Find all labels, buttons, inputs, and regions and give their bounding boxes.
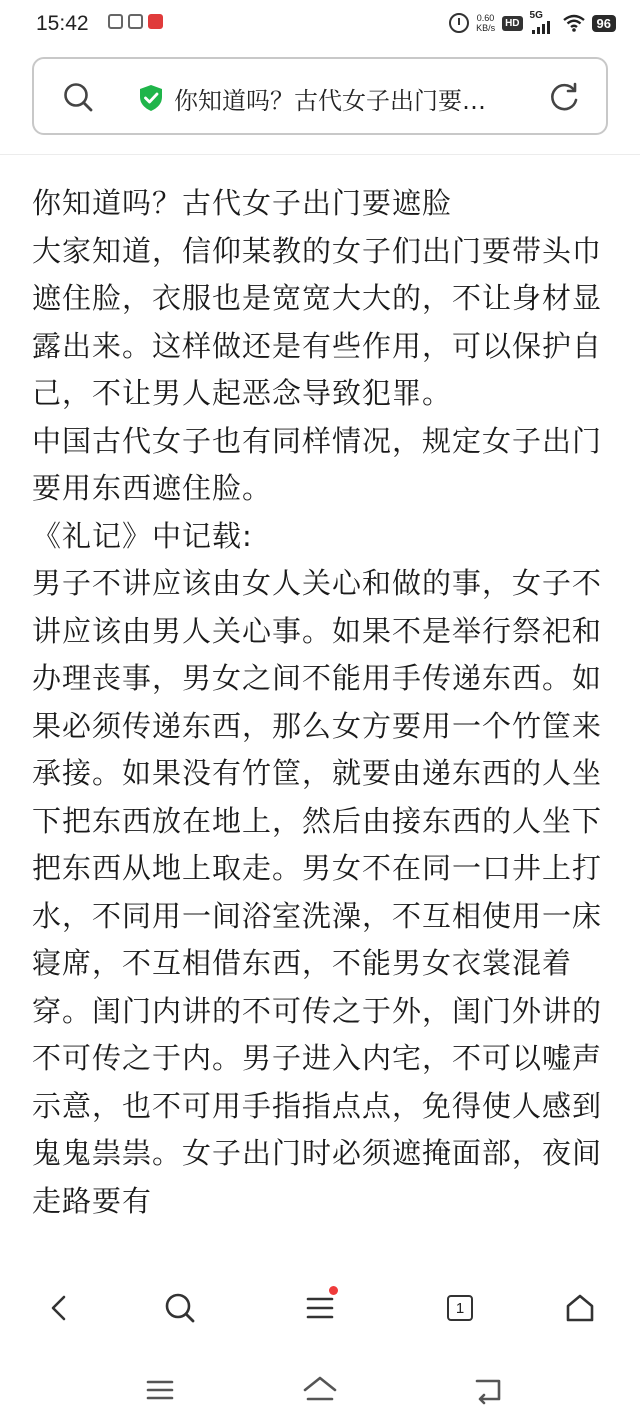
status-bar — [0, 0, 640, 52]
back-icon[interactable] — [473, 1375, 503, 1405]
back-button[interactable] — [38, 1286, 82, 1330]
system-navigation-bar — [0, 1352, 640, 1427]
search-button[interactable] — [158, 1286, 202, 1330]
secure-shield-icon — [138, 84, 164, 112]
wifi-icon — [563, 14, 585, 32]
notification-icon — [108, 14, 123, 29]
hd-icon: HD — [502, 16, 522, 31]
notification-icons — [108, 14, 163, 29]
article-paragraph: 大家知道，信仰某教的女子们出门要带头巾遮住脸，衣服也是宽宽大大的，不让身材显露出来。这样做还是有些作用，可以保护自己，不让男人起恶念导致犯罪。 — [32, 233, 603, 410]
home-icon[interactable] — [565, 1293, 595, 1323]
speed-value: 0.60 — [476, 13, 495, 23]
home-button[interactable] — [558, 1286, 602, 1330]
home-icon[interactable] — [302, 1375, 338, 1405]
network-type: 5G — [529, 10, 543, 21]
system-home-button[interactable] — [300, 1370, 340, 1410]
alarm-icon — [449, 13, 469, 33]
menu-icon[interactable] — [306, 1294, 334, 1322]
article-paragraph: 中国古代女子也有同样情况，规定女子出门要用东西遮住脸。 — [32, 423, 603, 505]
address-bar[interactable] — [32, 57, 608, 135]
notification-dot — [329, 1286, 338, 1295]
tabs-icon[interactable]: 1 — [447, 1295, 473, 1321]
browser-toolbar — [0, 1264, 640, 1352]
notification-icon — [128, 14, 143, 29]
article-content — [32, 180, 612, 1260]
refresh-icon[interactable] — [548, 81, 580, 113]
page-title[interactable]: 你知道吗？古代女子出门要… — [174, 87, 486, 115]
back-icon[interactable] — [46, 1294, 74, 1322]
battery-icon: 96 — [592, 15, 616, 32]
system-back-button[interactable] — [468, 1370, 508, 1410]
network-speed — [476, 13, 495, 33]
recent-apps-icon[interactable] — [145, 1378, 175, 1402]
article-paragraph: 男子不讲应该由女人关心和做的事，女子不讲应该由男人关心事。如果不是举行祭祀和办理丧事，男女之间不能用手传递东西。如果必须传递东西，那么女方要用一个竹筐来承接。如果没有竹筐，就要由递东西的人坐下把东西放在地上，然后由接东西的人坐下把东西从地上取走。男女不在同一口井上打水，不同用一间浴室洗澡，不互相使用一床寝席，不互相借东西，不能男女衣裳混着穿。闺门内讲的不可传之于外，闺门外讲的不可传之于内。男子进入内宅，不可以嘘声示意，也不可用手指指点点，免得使人感到鬼鬼祟祟。女子出门时必须遮掩面部，夜间走路要有 — [32, 566, 603, 1218]
status-time: 15:42 — [36, 12, 89, 35]
search-icon[interactable] — [62, 81, 96, 115]
recent-apps-button[interactable] — [140, 1370, 180, 1410]
article-paragraph: 《礼记》中记载: — [32, 518, 253, 553]
app-notification-icon — [148, 14, 163, 29]
tabs-button[interactable] — [438, 1286, 482, 1330]
header-divider — [0, 154, 640, 155]
menu-button[interactable] — [298, 1286, 342, 1330]
signal-icon — [530, 12, 556, 34]
search-icon[interactable] — [164, 1292, 196, 1324]
status-indicators — [449, 12, 616, 34]
speed-unit: KB/s — [476, 23, 496, 33]
article-title: 你知道吗？古代女子出门要遮脸 — [32, 186, 453, 220]
